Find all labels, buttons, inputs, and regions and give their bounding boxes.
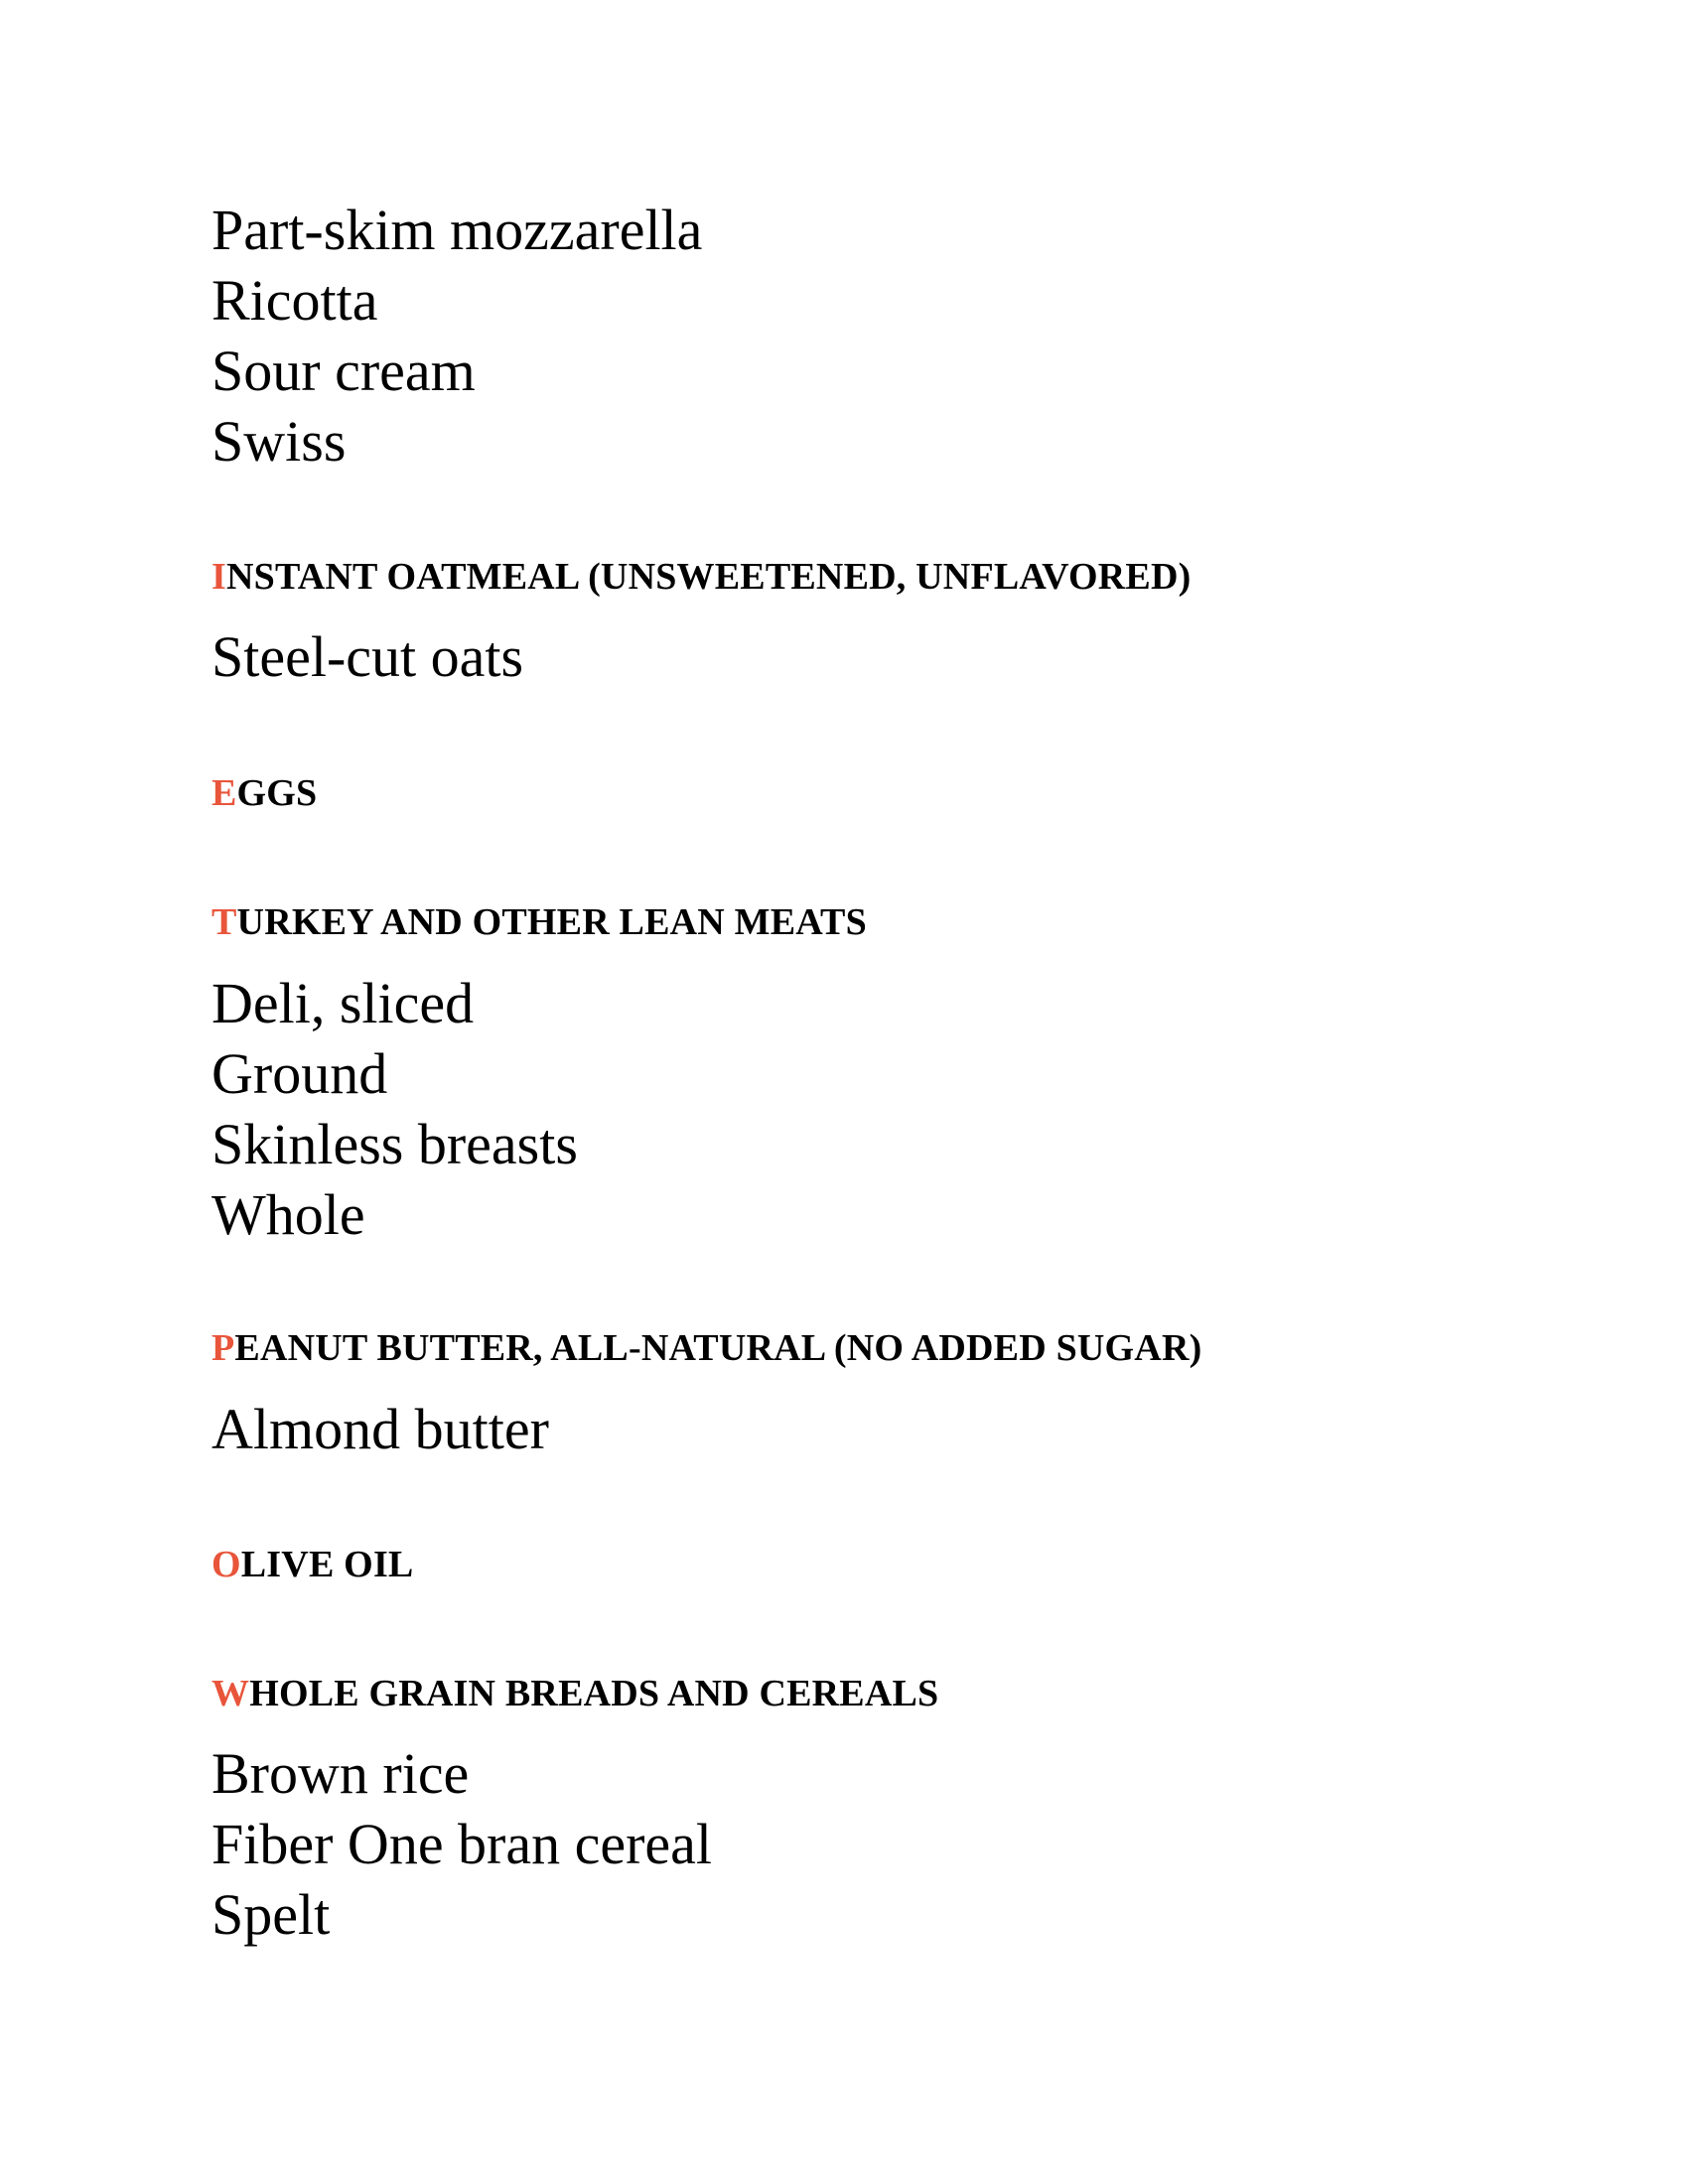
list-item-part-skim-mozzarella: Part-skim mozzarella (211, 198, 703, 262)
list-item-sour-cream: Sour cream (211, 339, 476, 403)
list-item-ricotta: Ricotta (211, 268, 378, 333)
heading-rest: GGS (236, 772, 318, 814)
heading-initial: W (211, 1673, 250, 1714)
list-item-fiber-one-bran-cereal: Fiber One bran cereal (211, 1812, 713, 1876)
section-heading-turkey (211, 899, 867, 945)
heading-rest: EANUT BUTTER, ALL-NATURAL (NO ADDED SUGAR) (234, 1327, 1202, 1369)
heading-rest: NSTANT OATMEAL (UNSWEETENED, UNFLAVORED) (226, 556, 1192, 598)
heading-rest: URKEY AND OTHER LEAN MEATS (236, 901, 867, 943)
list-item-swiss: Swiss (211, 409, 347, 474)
heading-initial: I (211, 556, 226, 598)
section-heading-eggs (211, 770, 317, 816)
section-heading-instant-oatmeal (211, 554, 1191, 600)
heading-initial: O (211, 1544, 241, 1585)
heading-initial: E (211, 772, 237, 814)
list-item-steel-cut-oats: Steel-cut oats (211, 624, 524, 689)
heading-rest: LIVE OIL (240, 1544, 414, 1585)
section-heading-olive-oil (211, 1542, 413, 1587)
section-heading-whole-grain (211, 1671, 938, 1716)
heading-rest: HOLE GRAIN BREADS AND CEREALS (249, 1673, 939, 1714)
section-heading-peanut-butter (211, 1325, 1201, 1371)
list-item-skinless-breasts: Skinless breasts (211, 1112, 578, 1176)
list-item-spelt: Spelt (211, 1882, 331, 1947)
list-item-ground: Ground (211, 1041, 388, 1106)
heading-initial: P (211, 1327, 235, 1369)
list-item-almond-butter: Almond butter (211, 1397, 549, 1461)
list-item-brown-rice: Brown rice (211, 1741, 470, 1806)
list-item-whole: Whole (211, 1182, 365, 1247)
heading-initial: T (211, 901, 237, 943)
list-item-deli-sliced: Deli, sliced (211, 971, 475, 1035)
